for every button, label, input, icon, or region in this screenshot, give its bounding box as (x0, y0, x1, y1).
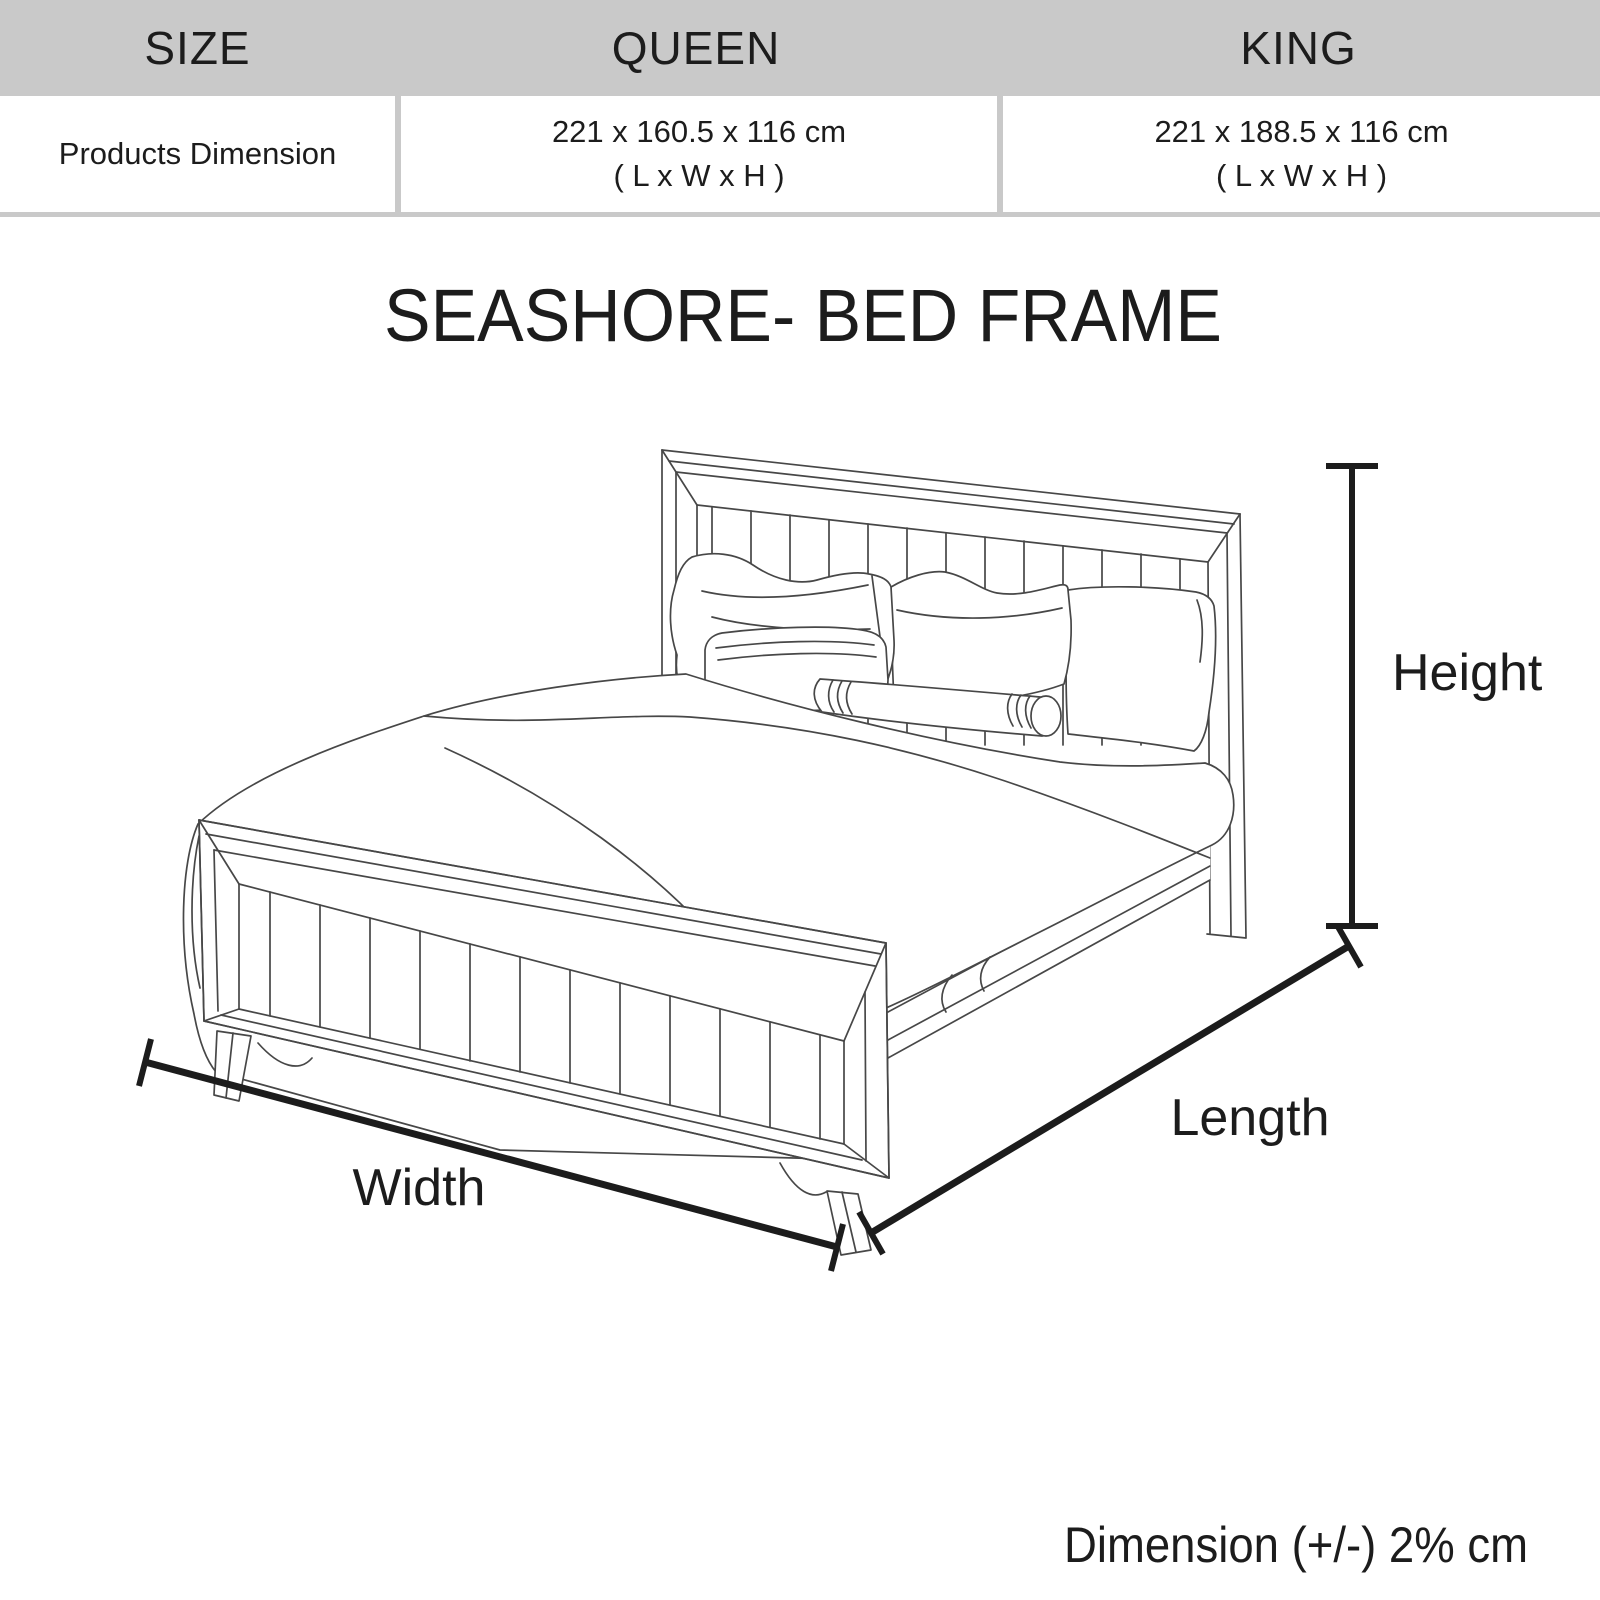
cell-products-dimension (0, 96, 395, 212)
header-cell-queen: QUEEN (611, 22, 781, 74)
cell-king-dimensions (1003, 96, 1600, 212)
middle-pillow (891, 572, 1071, 704)
queen-dimension-unit: ( L x W x H ) (613, 158, 785, 193)
bolster-end-cap (1031, 696, 1061, 736)
queen-dimension-value: 221 x 160.5 x 116 cm (551, 114, 847, 149)
header-cell-king: KING (1240, 22, 1357, 74)
table-header-row (0, 0, 1600, 96)
cell-queen-dimensions (401, 96, 997, 212)
header-cell-size: SIZE (144, 22, 251, 74)
king-dimension-value: 221 x 188.5 x 116 cm (1154, 114, 1449, 149)
width-label: Width (352, 1159, 486, 1217)
spec-table (0, 0, 1600, 217)
right-pillow (1066, 587, 1216, 751)
footnote-text: Dimension (+/-) 2% cm (1064, 1517, 1528, 1573)
height-label: Height (1392, 644, 1543, 702)
king-dimension-unit: ( L x W x H ) (1215, 158, 1388, 193)
length-label: Length (1170, 1089, 1330, 1147)
table-body-row (0, 96, 1600, 217)
page-title: SEASHORE- BED FRAME (384, 274, 1222, 357)
height-dimension-line (1326, 466, 1378, 926)
row-label: Products Dimension (58, 136, 337, 171)
